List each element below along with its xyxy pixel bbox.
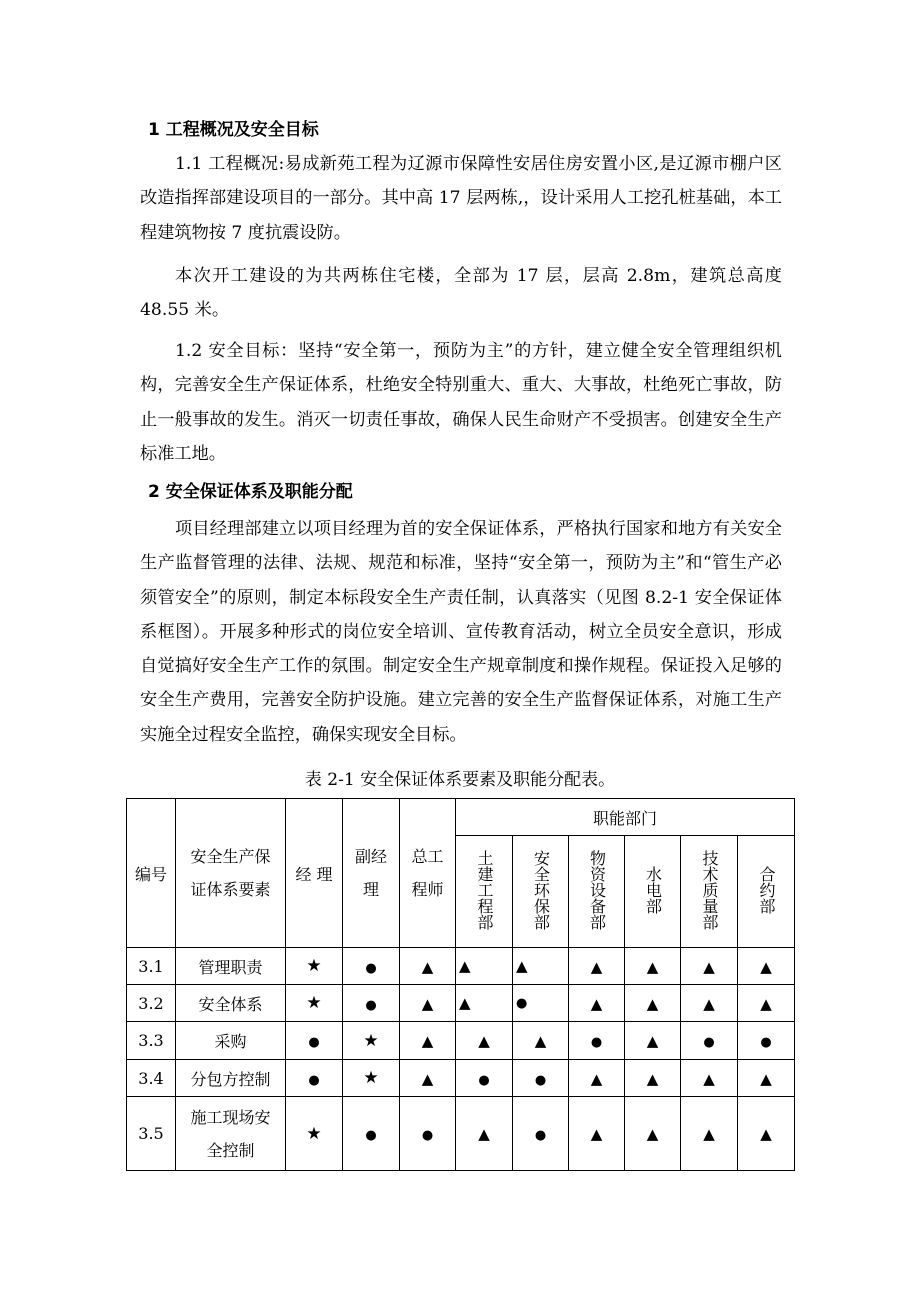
cell-symbol: ▲ xyxy=(738,1060,795,1097)
header-dept-materials: 物资设备部 xyxy=(569,836,625,948)
cell-symbol: ● xyxy=(569,1022,625,1060)
cell-symbol: ▲ xyxy=(456,1097,513,1171)
cell-symbol: ▲ xyxy=(681,1060,738,1097)
cell-symbol: ▲ xyxy=(513,1022,569,1060)
cell-symbol: ● xyxy=(286,1060,343,1097)
header-dept-safety: 安全环保部 xyxy=(513,836,569,948)
header-dept-quality: 技术质量部 xyxy=(681,836,738,948)
cell-symbol: ▲ xyxy=(569,985,625,1022)
section-1-paragraph-2: 本次开工建设的为共两栋住宅楼，全部为 17 层，层高 2.8m，建筑总高度 48.55 米。 xyxy=(140,266,782,321)
cell-symbol: ▲ xyxy=(569,1060,625,1097)
row-element: 采购 xyxy=(176,1022,286,1060)
cell-symbol: ▲ xyxy=(625,985,681,1022)
cell-symbol: ● xyxy=(513,1060,569,1097)
table-row xyxy=(127,1097,795,1171)
header-no: 编号 xyxy=(127,799,176,948)
cell-symbol: ● xyxy=(738,1022,795,1060)
section-1-paragraph-3: 1.2 安全目标：坚持“安全第一，预防为主”的方针，建立健全安全管理组织机构，完善安全生产保证体系，杜绝安全特别重大、重大、大事故，杜绝死亡事故，防止一般事故的发生。消灭一切责任事故，确保人民生命财产不受损害。创建安全生产标准工地。 xyxy=(140,341,782,464)
cell-symbol: ▲ xyxy=(456,948,513,985)
cell-symbol: ▲ xyxy=(513,948,569,985)
cell-symbol: ▲ xyxy=(681,1097,738,1171)
row-no: 3.2 xyxy=(127,985,176,1022)
cell-symbol: ● xyxy=(286,1022,343,1060)
cell-symbol: ▲ xyxy=(400,1022,456,1060)
cell-symbol: ▲ xyxy=(400,985,456,1022)
cell-symbol: ★ xyxy=(343,1022,400,1060)
cell-symbol: ▲ xyxy=(456,1022,513,1060)
row-no: 3.3 xyxy=(127,1022,176,1060)
section-1-heading: 1 工程概况及安全目标 xyxy=(148,120,319,140)
table-row xyxy=(127,1060,795,1097)
cell-symbol: ● xyxy=(400,1097,456,1171)
section-1-paragraph-1: 1.1 工程概况:易成新苑工程为辽源市保障性安居住房安置小区,是辽源市棚户区改造指挥部建设项目的一部分。其中高 17 层两栋,，设计采用人工挖孔桩基础，本工程建筑物按 7 度抗震设防。 xyxy=(140,154,782,243)
cell-symbol: ▲ xyxy=(738,985,795,1022)
table-row xyxy=(127,948,795,985)
cell-symbol: ▲ xyxy=(738,948,795,985)
cell-symbol: ● xyxy=(513,985,569,1022)
table-caption: 表 2-1 安全保证体系要素及职能分配表。 xyxy=(304,770,616,790)
cell-symbol: ▲ xyxy=(625,948,681,985)
row-element: 施工现场安全控制 xyxy=(176,1097,286,1171)
table-row xyxy=(127,1022,795,1060)
cell-symbol: ★ xyxy=(343,1060,400,1097)
cell-symbol: ▲ xyxy=(625,1022,681,1060)
cell-symbol: ● xyxy=(513,1097,569,1171)
cell-symbol: ★ xyxy=(286,1097,343,1171)
cell-symbol: ▲ xyxy=(625,1060,681,1097)
row-element: 管理职责 xyxy=(176,948,286,985)
cell-symbol: ▲ xyxy=(681,948,738,985)
cell-symbol: ★ xyxy=(286,948,343,985)
cell-symbol: ▲ xyxy=(456,985,513,1022)
cell-symbol: ▲ xyxy=(569,948,625,985)
row-no: 3.4 xyxy=(127,1060,176,1097)
header-dept-utilities: 水电部 xyxy=(625,836,681,948)
cell-symbol: ● xyxy=(343,948,400,985)
header-element: 安全生产保证体系要素 xyxy=(176,799,286,948)
allocation-table xyxy=(126,798,795,1171)
row-no: 3.5 xyxy=(127,1097,176,1171)
cell-symbol: ● xyxy=(343,985,400,1022)
row-element: 分包方控制 xyxy=(176,1060,286,1097)
cell-symbol: ▲ xyxy=(738,1097,795,1171)
header-dept-contracts: 合约部 xyxy=(738,836,795,948)
cell-symbol: ▲ xyxy=(625,1097,681,1171)
section-2-heading: 2 安全保证体系及职能分配 xyxy=(148,482,353,502)
header-deputy: 副经理 xyxy=(343,799,400,948)
cell-symbol: ▲ xyxy=(681,985,738,1022)
header-dept-civil: 土建工程部 xyxy=(456,836,513,948)
table-row xyxy=(127,985,795,1022)
row-no: 3.1 xyxy=(127,948,176,985)
cell-symbol: ▲ xyxy=(400,948,456,985)
cell-symbol: ● xyxy=(456,1060,513,1097)
cell-symbol: ★ xyxy=(286,985,343,1022)
header-departments: 职能部门 xyxy=(456,799,795,836)
row-element: 安全体系 xyxy=(176,985,286,1022)
cell-symbol: ▲ xyxy=(569,1097,625,1171)
cell-symbol: ▲ xyxy=(400,1060,456,1097)
section-2-paragraph-1: 项目经理部建立以项目经理为首的安全保证体系，严格执行国家和地方有关安全生产监督管理的法律、法规、规范和标准，坚持“安全第一，预防为主”和“管生产必须管安全”的原则，制定本标段安全生产责任制，认真落实（见图 8.2-1 安全保证体系框图）。开展多种形式的岗位安全培训、宣传教育活动，树立全员安全意识，形成自觉搞好安全生产工作的氛围。制定安全生产规章制度和操作规程。保证投入足够的安全生产费用，完善安全防护设施。建立完善的安全生产监督保证体系，对施工生产实施全过程安全监控，确保实现安全目标。 xyxy=(140,519,782,745)
header-chief-engineer: 总工程师 xyxy=(400,799,456,948)
cell-symbol: ● xyxy=(343,1097,400,1171)
cell-symbol: ● xyxy=(681,1022,738,1060)
header-manager: 经 理 xyxy=(286,799,343,948)
